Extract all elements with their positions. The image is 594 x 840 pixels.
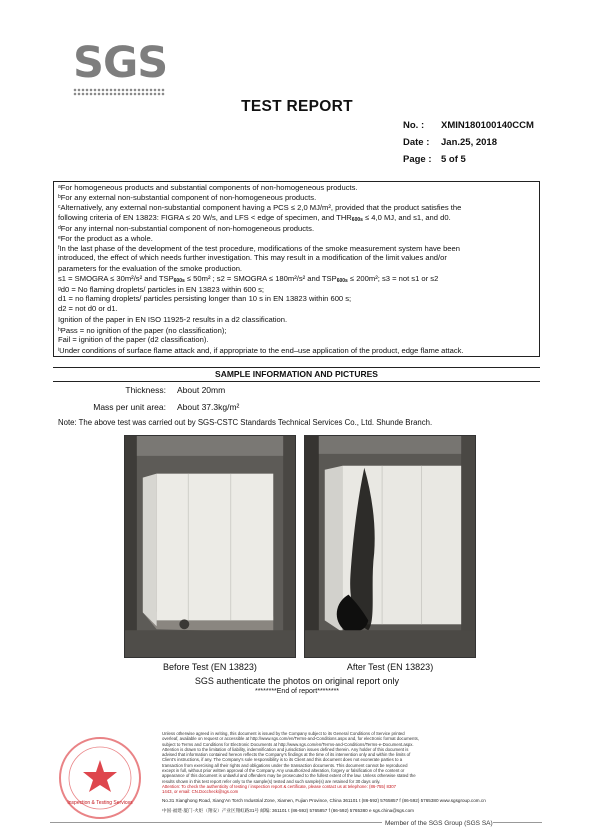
report-title: TEST REPORT	[241, 98, 353, 115]
footnote-line	[58, 193, 538, 203]
footnote-line	[58, 326, 538, 336]
test-location-note: Note: The above test was carried out by SGS-CSTC Standards Technical Services Co., Ltd. Shunde Branch.	[58, 418, 433, 427]
footnote-text: Pass = no ignition of the paper (no classification);	[60, 325, 227, 335]
sample-section-heading: SAMPLE INFORMATION AND PICTURES	[53, 367, 540, 382]
footnote-text: introduced, the effect of which needs further investigation. This may result in a modification of the limit values and/or	[58, 253, 447, 263]
disclaimer-line: overleaf, available on request or accessible at http://www.sgs.com/en/Terms-and-Conditions.aspx and, for electronic format documents,	[162, 736, 419, 742]
footnote-line	[58, 244, 538, 254]
disclaimer-line: transaction from exercising all their rights and obligations under the transaction documents. This document cannot be reproduced	[162, 762, 408, 768]
disclaimer-line: subject to Terms and Conditions for Electronic Documents at http://www.sgs.com/en/Terms-and-Conditions/Terms-e-Document.aspx.	[162, 741, 414, 747]
footnote-text: Alternatively, any external non-substantial component having a PCS ≤ 2,0 MJ/m², provided that the product satisfies the	[60, 203, 462, 213]
legal-disclaimer	[162, 731, 542, 795]
authenticity-contact: 1443, or email: CN.Doccheck@sgs.com	[162, 789, 239, 795]
report-page-label: Page :	[403, 154, 432, 165]
mass-value: About 37.3kg/m²	[177, 402, 240, 412]
footnote-line	[58, 254, 538, 263]
footnote-mark: b	[58, 194, 61, 201]
footnote-text: Under conditions of surface flame attack and, if appropriate to the end–use application of the product, edge flame attack.	[59, 346, 464, 356]
after-test-photo	[304, 435, 476, 658]
footnote-line	[58, 265, 538, 274]
footnote-mark: h	[58, 326, 61, 333]
footnote-line	[58, 275, 538, 286]
report-date-value: Jan.25, 2018	[441, 137, 497, 148]
footnote-line	[58, 346, 538, 356]
footnote-mark: e	[58, 235, 61, 241]
footnote-text: For any external non-substantial component of non-homogeneous products.	[60, 193, 317, 203]
mass-label: Mass per unit area:	[93, 402, 166, 412]
disclaimer-line: results shown in this test report refer only to the sample(s) tested and such sample(s) are retained for 30 days only.	[162, 778, 381, 784]
footnote-line	[58, 203, 538, 213]
footnote-line	[58, 305, 538, 314]
report-no-label: No. :	[403, 120, 425, 131]
footnote-mark: c	[58, 204, 61, 211]
end-of-report: ********End of report********	[254, 688, 340, 695]
footnote-text: For any internal non-substantial component of non-homogeneous products.	[60, 223, 315, 233]
footnote-mark: d	[58, 224, 61, 231]
footnote-mark: i	[58, 347, 60, 354]
disclaimer-line: except in full, without prior written approval of the Company. Any unauthorized alteration, forgery or falsification of the content or	[162, 768, 405, 774]
footnote-line	[58, 183, 538, 193]
footnote-line	[58, 214, 538, 225]
footnote-line	[58, 224, 538, 234]
after-test-caption: After Test (EN 13823)	[346, 662, 434, 672]
thickness-value: About 20mm	[177, 385, 226, 395]
thickness-label: Thickness:	[125, 385, 166, 395]
footnote-line	[58, 336, 538, 345]
footnote-text: Fail = ignition of the paper (d2 classification).	[58, 335, 209, 344]
disclaimer-line: Attention is drawn to the limitation of liability, indemnification and jurisdiction issues defined therein. Any holder of this document is	[162, 746, 409, 752]
footnote-text: For homogeneous products and substantial components of non-homogeneous products.	[60, 183, 358, 192]
logo-dots	[73, 88, 165, 96]
authenticity-notice: Attention: To check the authenticity of testing / inspection report & certificate, please contact us at telephone: (86-755) 8307	[162, 783, 397, 789]
footnote-mark: a	[58, 184, 61, 190]
company-seal-stamp	[50, 730, 150, 830]
photo-authentication-note: SGS authenticate the photos on original report only	[194, 676, 400, 686]
disclaimer-line: advised that information contained hereon reflects the Company's findings at the time of its intervention only and within the limits of	[162, 752, 411, 758]
before-test-photo	[124, 435, 296, 658]
address-english: No.31 Xianghong Road, Xiang'An Torch Industrial Zone, Xiamen, Fujian Province, China 361101 t (86-592) 5765857 f (86-592) 5765380 www.sgsgroup.com.cn	[162, 798, 486, 803]
disclaimer-line: Unless otherwise agreed in writing, this document is issued by the Company subject to its General Conditions of Service printed	[162, 731, 405, 736]
footnote-text: d0 = No flaming droplets/ particles in EN 13823 within 600 s;	[60, 285, 265, 294]
footnote-text: d2 = not d0 or d1.	[58, 304, 118, 314]
footnote-line	[58, 316, 538, 325]
footnote-line	[58, 295, 538, 304]
report-date-label: Date :	[403, 137, 430, 148]
sgs-group-membership: Member of the SGS Group (SGS SA)	[382, 820, 493, 827]
seal-text: Inspection & Testing Services	[67, 800, 133, 806]
address-chinese: 中国·福建·厦门·火炬（翔安）产业区翔虹路31号 邮编: 361101 t (86-592) 5765857 f (86-592) 5765380 e sgs.china@sgs.com	[162, 808, 414, 813]
footnote-text: s1 = SMOGRA ≤ 30m²/s² and $TSP_{600s} \le 50m^2$ ; s2 = SMOGRA ≤ 180m²/s² and $TSP_{600s} \le 200m^2$; s3 = not s1 or s2	[58, 273, 439, 284]
disclaimer-line: Client's instructions, if any. The Company's sole responsibility is to its Client and this document does not exonerate parties to a	[162, 757, 403, 763]
footnote-text: In the last phase of the development of the test procedure, modifications of the smoke measurement system have been	[59, 244, 460, 254]
footnote-mark: g	[58, 286, 61, 292]
footnote-line	[58, 234, 538, 244]
footnote-text: d1 = no flaming droplets/ particles persisting longer than 10 s in EN 13823 within 600 s;	[58, 294, 352, 304]
logo-wordmark: SGS	[73, 38, 168, 88]
sgs-logo	[73, 38, 168, 98]
footnote-text: parameters for the evaluation of the smoke production.	[58, 263, 243, 273]
footnote-line	[58, 285, 538, 295]
before-test-caption: Before Test (EN 13823)	[163, 662, 257, 672]
report-page-value: 5 of 5	[441, 154, 466, 165]
disclaimer-line: appearance of this document is unlawful and offenders may be prosecuted to the fullest extent of the law. Unless otherwise stated the	[162, 773, 416, 779]
footnote-text: Ignition of the paper in EN ISO 11925-2 results in a d2 classification.	[58, 314, 288, 324]
footnote-text: following criteria of EN 13823: FIGRA ≤ 20 W/s, and LFS < edge of specimen, and $THR_{600s} \le 4,0$ MJ, and s1, and d0.	[58, 212, 451, 223]
report-no-value: XMIN180100140CCM	[441, 120, 534, 131]
footnote-text: For the product as a whole.	[60, 234, 153, 243]
footnote-mark: f	[58, 245, 60, 252]
